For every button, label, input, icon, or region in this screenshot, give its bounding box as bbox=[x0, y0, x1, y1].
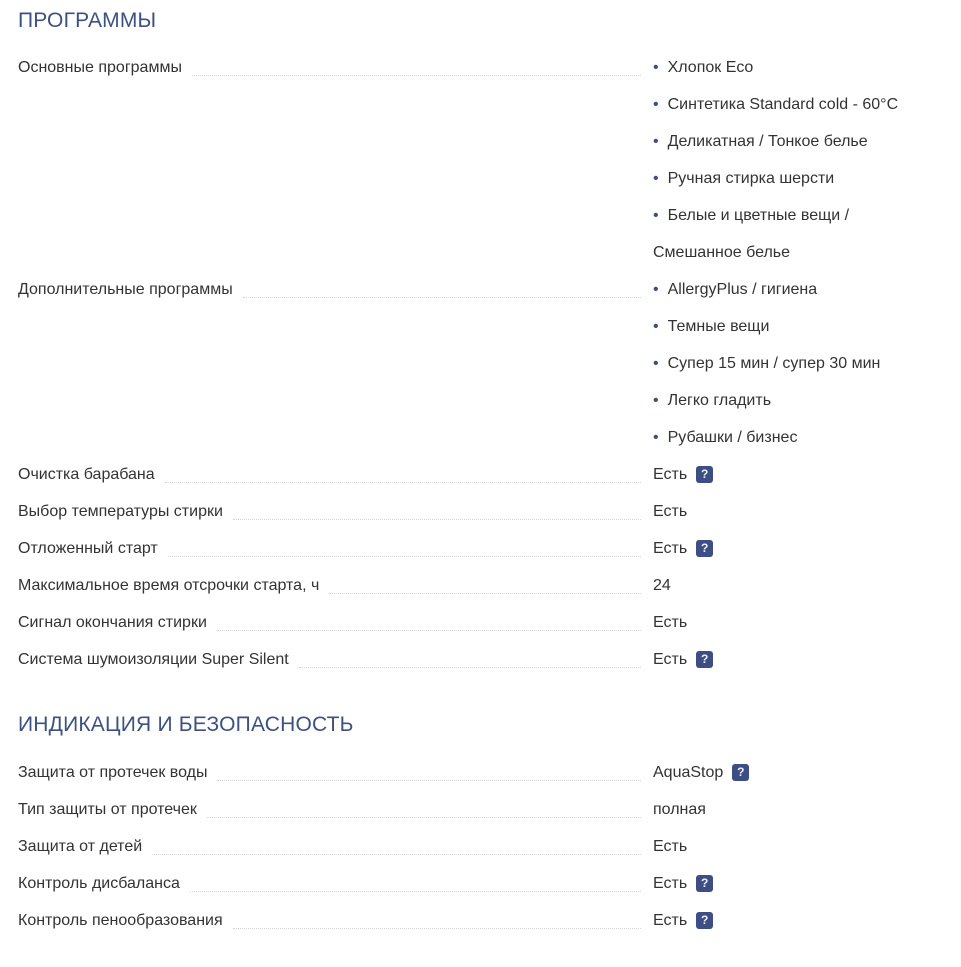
dotted-leader bbox=[152, 854, 641, 855]
spec-label: Отложенный старт bbox=[18, 540, 158, 557]
spec-value bbox=[653, 604, 941, 641]
bullet-icon: • bbox=[653, 281, 659, 298]
spec-row bbox=[18, 567, 941, 604]
spec-value-text: Есть bbox=[653, 503, 688, 520]
spec-value-text: полная bbox=[653, 801, 706, 818]
spec-value bbox=[653, 271, 941, 456]
dotted-leader bbox=[217, 630, 641, 631]
bullet-icon: • bbox=[653, 392, 659, 409]
spec-value bbox=[653, 791, 941, 828]
spec-value bbox=[653, 493, 941, 530]
spec-value bbox=[653, 754, 941, 791]
program-item-label: Ручная стирка шерсти bbox=[667, 170, 835, 187]
spec-row bbox=[18, 828, 941, 865]
spec-label: Максимальное время отсрочки старта, ч bbox=[18, 577, 320, 594]
spec-label: Очистка барабана bbox=[18, 466, 155, 483]
dotted-leader bbox=[243, 297, 641, 298]
spec-label: Защита от протечек воды bbox=[18, 764, 208, 781]
spec-value bbox=[653, 49, 941, 271]
bullet-icon: • bbox=[653, 429, 659, 446]
spec-value-text: Есть bbox=[653, 540, 688, 557]
spec-value bbox=[653, 865, 941, 902]
spec-row bbox=[18, 754, 941, 791]
section-title: ПРОГРАММЫ bbox=[18, 9, 157, 32]
program-item-label: Хлопок Eco bbox=[667, 59, 754, 76]
spec-value-text: Есть bbox=[653, 838, 688, 855]
spec-label: Система шумоизоляции Super Silent bbox=[18, 651, 289, 668]
spec-label: Основные программы bbox=[18, 59, 182, 76]
spec-value-text: Есть bbox=[653, 651, 688, 668]
program-item bbox=[653, 308, 941, 345]
bullet-icon: • bbox=[653, 59, 659, 76]
program-item-label: Белые и цветные вещи / Смешанное белье bbox=[653, 207, 850, 261]
bullet-icon: • bbox=[653, 355, 659, 372]
dotted-leader bbox=[217, 780, 641, 781]
bullet-icon: • bbox=[653, 318, 659, 335]
spec-row bbox=[18, 271, 941, 456]
program-item-label: Супер 15 мин / супер 30 мин bbox=[667, 355, 881, 372]
bullet-icon: • bbox=[653, 133, 659, 150]
program-item bbox=[653, 419, 941, 456]
program-item bbox=[653, 271, 941, 308]
help-icon[interactable]: ? bbox=[696, 875, 713, 892]
spec-label: Защита от детей bbox=[18, 838, 143, 855]
program-item-label: AllergyPlus / гигиена bbox=[667, 281, 818, 298]
spec-label: Дополнительные программы bbox=[18, 281, 233, 298]
program-item bbox=[653, 382, 941, 419]
spec-row bbox=[18, 530, 941, 567]
spec-row bbox=[18, 641, 941, 678]
dotted-leader bbox=[233, 928, 641, 929]
spec-value-text: 24 bbox=[653, 577, 671, 594]
program-item bbox=[653, 345, 941, 382]
help-icon[interactable]: ? bbox=[732, 764, 749, 781]
spec-value-text: Есть bbox=[653, 466, 688, 483]
help-icon[interactable]: ? bbox=[696, 466, 713, 483]
bullet-icon: • bbox=[653, 96, 659, 113]
section-programs bbox=[18, 8, 941, 678]
spec-row bbox=[18, 493, 941, 530]
dotted-leader bbox=[168, 556, 641, 557]
dotted-leader bbox=[299, 667, 641, 668]
spec-value-text: AquaStop bbox=[653, 764, 724, 781]
spec-label: Контроль пенообразования bbox=[18, 912, 223, 929]
spec-row bbox=[18, 902, 941, 939]
spec-value bbox=[653, 902, 941, 939]
dotted-leader bbox=[329, 593, 641, 594]
spec-label: Выбор температуры стирки bbox=[18, 503, 223, 520]
spec-row bbox=[18, 865, 941, 902]
spec-label: Сигнал окончания стирки bbox=[18, 614, 207, 631]
program-item bbox=[653, 123, 941, 160]
dotted-leader bbox=[192, 75, 641, 76]
program-item bbox=[653, 160, 941, 197]
spec-value bbox=[653, 456, 941, 493]
spec-value bbox=[653, 567, 941, 604]
dotted-leader bbox=[233, 519, 641, 520]
program-item bbox=[653, 86, 941, 123]
spec-row bbox=[18, 456, 941, 493]
help-icon[interactable]: ? bbox=[696, 912, 713, 929]
program-item-label: Легко гладить bbox=[667, 392, 772, 409]
spec-row bbox=[18, 791, 941, 828]
spec-row bbox=[18, 49, 941, 271]
program-item-label: Рубашки / бизнес bbox=[667, 429, 798, 446]
bullet-icon: • bbox=[653, 207, 659, 224]
program-item-label: Синтетика Standard cold - 60°C bbox=[667, 96, 899, 113]
program-item bbox=[653, 49, 941, 86]
help-icon[interactable]: ? bbox=[696, 651, 713, 668]
spec-value bbox=[653, 828, 941, 865]
spec-value-text: Есть bbox=[653, 875, 688, 892]
dotted-leader bbox=[190, 891, 641, 892]
spec-label: Контроль дисбаланса bbox=[18, 875, 180, 892]
spec-value bbox=[653, 641, 941, 678]
section-title: ИНДИКАЦИЯ И БЕЗОПАСНОСТЬ bbox=[18, 713, 354, 736]
dotted-leader bbox=[207, 817, 641, 818]
dotted-leader bbox=[165, 482, 641, 483]
spec-label: Тип защиты от протечек bbox=[18, 801, 197, 818]
program-item-label: Деликатная / Тонкое белье bbox=[667, 133, 868, 150]
spec-row bbox=[18, 604, 941, 641]
spec-value bbox=[653, 530, 941, 567]
program-item-label: Темные вещи bbox=[667, 318, 770, 335]
spec-value-text: Есть bbox=[653, 614, 688, 631]
help-icon[interactable]: ? bbox=[696, 540, 713, 557]
program-item bbox=[653, 197, 941, 271]
spec-value-text: Есть bbox=[653, 912, 688, 929]
bullet-icon: • bbox=[653, 170, 659, 187]
section-indication-safety bbox=[18, 712, 941, 939]
